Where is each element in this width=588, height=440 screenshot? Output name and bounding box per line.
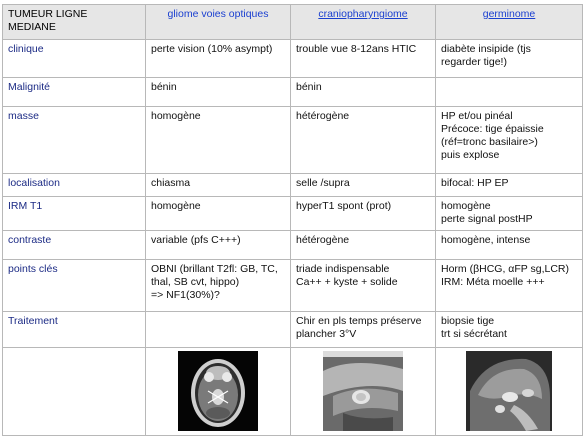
sagittal-mri-image	[323, 351, 403, 431]
table-cell: HP et/ou pinéal Précoce: tige épaissie (réf=tronc basilaire>) puis explose	[436, 107, 583, 174]
header-germinome-label: germinome	[482, 8, 536, 20]
table-cell: selle /supra	[291, 174, 436, 197]
table-cell: Chir en pls temps préserve plancher 3°V	[291, 312, 436, 348]
header-title-cell	[3, 5, 146, 40]
table-cell: Horm (βHCG, αFP sg,LCR) IRM: Méta moelle +++	[436, 260, 583, 312]
image-cell	[436, 348, 583, 436]
row-label: Traitement	[3, 312, 146, 348]
table-row	[3, 312, 583, 348]
table-cell	[436, 78, 583, 107]
header-gliome-label: gliome voies optiques	[167, 8, 269, 20]
table-row	[3, 197, 583, 231]
row-label: Malignité	[3, 78, 146, 107]
table-row	[3, 40, 583, 78]
table-cell: chiasma	[146, 174, 291, 197]
table-row	[3, 78, 583, 107]
table-cell: homogène, intense	[436, 231, 583, 260]
table-cell: trouble vue 8-12ans HTIC	[291, 40, 436, 78]
table-cell: homogène perte signal postHP	[436, 197, 583, 231]
empty-cell	[3, 348, 146, 436]
header-germinome	[436, 5, 583, 40]
image-cell	[146, 348, 291, 436]
header-cranio-label: craniopharyngiome	[318, 8, 408, 20]
image-cell	[291, 348, 436, 436]
table-cell: OBNI (brillant T2fl: GB, TC, thal, SB cvt, hippo) => NF1(30%)?	[146, 260, 291, 312]
table-cell: variable (pfs C+++)	[146, 231, 291, 260]
sagittal-mri-image	[466, 351, 552, 431]
table-row	[3, 231, 583, 260]
table-cell: bifocal: HP EP	[436, 174, 583, 197]
table-cell: bénin	[146, 78, 291, 107]
table-cell: hétérogène	[291, 107, 436, 174]
table-cell: diabète insipide (tjs regarder tige!)	[436, 40, 583, 78]
header-gliome	[146, 5, 291, 40]
table-cell: homogène	[146, 107, 291, 174]
row-label: IRM T1	[3, 197, 146, 231]
table-cell: perte vision (10% asympt)	[146, 40, 291, 78]
table-row	[3, 260, 583, 312]
axial-mri-image	[178, 351, 258, 431]
header-title-line2: MEDIANE	[8, 21, 56, 33]
table-cell: triade indispensable Ca++ + kyste + solide	[291, 260, 436, 312]
table-cell: bénin	[291, 78, 436, 107]
image-row	[3, 348, 583, 436]
tumor-comparison-table	[2, 4, 583, 436]
row-label: points clés	[3, 260, 146, 312]
table-cell: homogène	[146, 197, 291, 231]
header-craniopharyngiome	[291, 5, 436, 40]
row-label: clinique	[3, 40, 146, 78]
table-row	[3, 174, 583, 197]
table-cell: biopsie tige trt si sécrétant	[436, 312, 583, 348]
row-label: localisation	[3, 174, 146, 197]
table-cell: hétérogène	[291, 231, 436, 260]
header-title-line1: TUMEUR LIGNE	[8, 8, 88, 20]
table-row	[3, 107, 583, 174]
table-cell	[146, 312, 291, 348]
row-label: contraste	[3, 231, 146, 260]
row-label: masse	[3, 107, 146, 174]
table-cell: hyperT1 spont (prot)	[291, 197, 436, 231]
header-row	[3, 5, 583, 40]
